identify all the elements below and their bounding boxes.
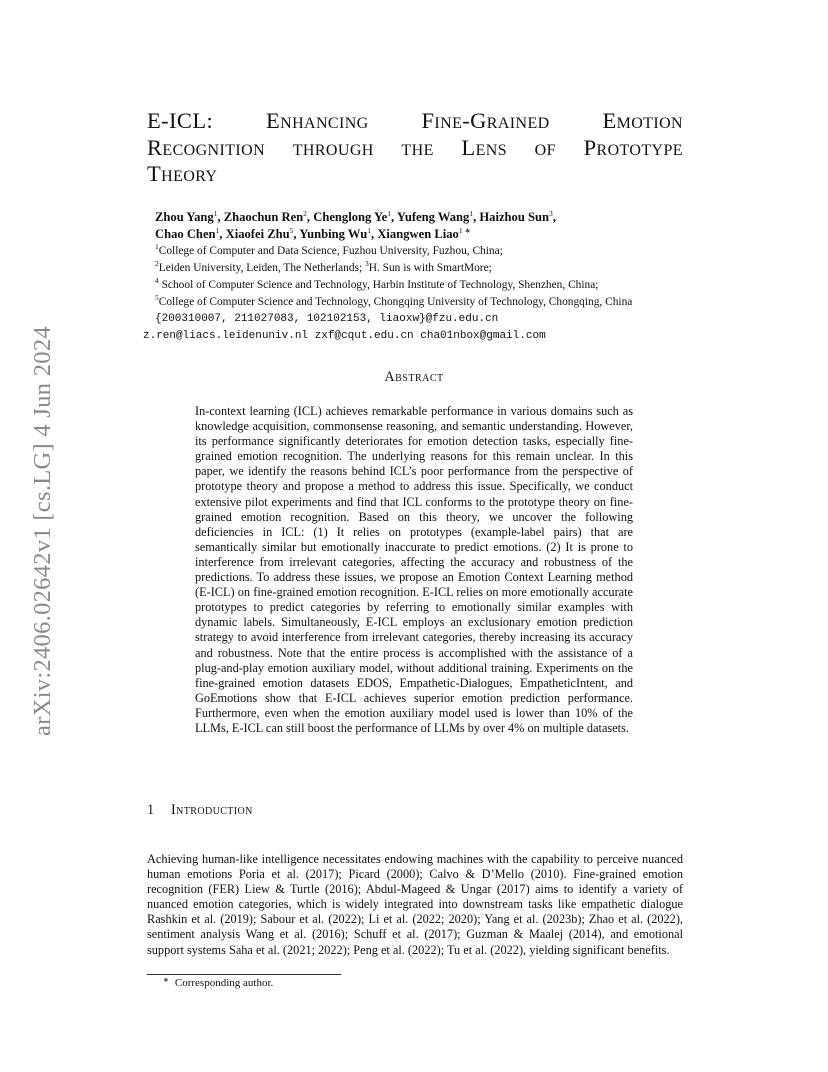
affiliation-mark: 2 <box>155 259 159 268</box>
author-affiliation-mark: 1 <box>213 209 218 218</box>
author-name: Chao Chen <box>155 227 216 241</box>
author-name: Xiangwen Liao <box>377 227 459 241</box>
footnote-rule <box>147 974 341 975</box>
author-separator: , <box>391 210 397 224</box>
affiliation-mark: 4 <box>155 276 159 285</box>
author-affiliation-mark: 1 <box>215 226 220 235</box>
author-affiliation-mark: 1 ∗ <box>458 226 471 235</box>
section-title: Introduction <box>171 802 253 818</box>
footnote <box>163 977 273 989</box>
affiliation-1 <box>155 243 695 260</box>
author-name: Zhaochun Ren <box>223 210 304 224</box>
author-name: Yunbing Wu <box>299 227 368 241</box>
affiliation-text: Leiden University, Leiden, The Netherlands; <box>158 262 365 274</box>
affiliation-4 <box>155 277 695 294</box>
email-line-2: z.ren@liacs.leidenuniv.nl zxf@cqut.edu.cn cha01nbox@gmail.com <box>143 330 546 342</box>
author-affiliation-mark: 1 <box>387 209 392 218</box>
footnote-mark: ∗ <box>163 976 169 984</box>
author-name: Zhou Yang <box>155 210 214 224</box>
author-name: Yufeng Wang <box>396 210 470 224</box>
author-separator: , <box>306 210 314 224</box>
arxiv-identifier-sidebar <box>28 296 58 766</box>
title-line-1: E-ICL: Enhancing Fine-Grained Emotion <box>147 108 683 133</box>
footnote-text: Corresponding author. <box>174 977 274 989</box>
author-separator: , <box>371 227 378 241</box>
section-number: 1 <box>147 802 155 818</box>
abstract-body: In-context learning (ICL) achieves remarkable performance in various domains such as knowledge acquisition, commonsense reasoning, and semantic understanding. However, its performance significantly deteriorates for emotion detection tasks, especially fine-grained emotion recognition. The underlying reasons for this remain unclear. In this paper, we identify the reasons behind ICL’s poor performance from the perspective of prototype theory and propose a method to address this issue. Specifically, we conduct extensive pilot experiments and find that ICL conforms to the prototype theory on fine-grained emotion recognition. Based on this theory, we uncover the following deficiencies in ICL: (1) It relies on prototypes (example-label pairs) that are semantically similar but emotionally inaccurate to predict emotions. (2) It is prone to interference from irrelevant categories, affecting the accuracy and robustness of the predictions. To address these issues, we propose an Emotion Context Learning method (E-ICL) on fine-grained emotion recognition. E-ICL relies on more emotionally accurate prototypes to predict categories by referring to emotionally similar examples with dynamic labels. Simultaneously, E-ICL employs an exclusionary emotion prediction strategy to avoid interference from irrelevant categories, thereby increasing its accuracy and robustness. Note that the entire process is accomplished with the assistance of a plug-and-play emotion auxiliary model, without additional training. Experiments on the fine-grained emotion datasets EDOS, Empathetic-Dialogues, EmpatheticIntent, and GoEmotions show that E-ICL achieves superior emotion prediction performance. Furthermore, even when the emotion auxiliary model used is lower than 10% of the LLMs, E-ICL can still boost the performance of LLMs by over 4% on multiple datasets. <box>195 404 633 735</box>
introduction-paragraph: Achieving human-like intelligence necessitates endowing machines with the capability to perceive nuanced human emotions Poria et al. (2017); Picard (2000); Calvo & D’Mello (2010). Fine-grained emotion recognition (FER) Liew & Turtle (2016); Abdul-Mageed & Ungar (2017) aims to identify a variety of nuanced emotion categories, which is widely integrated into downstream tasks like empathetic dialogue Rashkin et al. (2019); Sabour et al. (2022); Li et al. (2022; 2020); Yang et al. (2023b); Zhao et al. (2022), sentiment analysis Wang et al. (2016); Schuff et al. (2017); Guzman & Maalej (2014), and emotional support systems Saha et al. (2021; 2022); Peng et al. (2022); Tu et al. (2022), yielding significant benefits. <box>147 852 683 957</box>
paper-title <box>147 108 683 188</box>
author-affiliation-mark: 1 <box>469 209 474 218</box>
arxiv-identifier: arXiv:2406.02642v1 [cs.LG] 4 Jun 2024 <box>29 326 56 736</box>
affiliation-text: College of Computer and Data Science, Fuzhou University, Fuzhou, China; <box>158 245 503 257</box>
author-name: Chenglong Ye <box>313 210 388 224</box>
title-line-2: Recognition through the Lens of Prototype <box>147 134 683 160</box>
affiliation-text: College of Computer Science and Technology, Chongqing University of Technology, Chongqing, China <box>158 296 633 308</box>
author-name: Haizhou Sun <box>479 210 550 224</box>
affiliation-2 <box>155 260 695 277</box>
section-heading-introduction <box>147 802 253 819</box>
affiliation-text: H. Sun is with SmartMore; <box>368 262 492 274</box>
author-separator: , <box>473 210 480 224</box>
author-affiliation-mark: 1 <box>367 226 372 235</box>
affiliation-text: School of Computer Science and Technology, Harbin Institute of Technology, Shenzhen, China; <box>158 279 599 291</box>
email-line-1: {200310007, 211027083, 102102153, liaoxw}@fzu.edu.cn <box>155 313 499 325</box>
author-affiliation-mark: 3 <box>549 209 553 218</box>
author-line-1 <box>155 209 695 226</box>
author-separator: , <box>552 210 556 224</box>
affiliation-mark: 5 <box>155 293 159 302</box>
affiliation-mark: 1 <box>155 242 159 251</box>
author-name: Xiaofei Zhu <box>225 227 290 241</box>
author-line-2 <box>155 226 695 243</box>
abstract-heading: Abstract <box>384 369 444 385</box>
author-affiliation-mark: 5 <box>289 226 294 235</box>
author-separator: , <box>219 227 226 241</box>
author-affiliation-mark: 2 <box>303 209 307 218</box>
author-separator: , <box>217 210 224 224</box>
affiliation-mark: 3 <box>364 259 369 268</box>
title-line-3: Theory <box>147 161 218 186</box>
author-block <box>143 209 695 345</box>
affiliation-5 <box>155 294 695 311</box>
author-separator: , <box>293 227 300 241</box>
